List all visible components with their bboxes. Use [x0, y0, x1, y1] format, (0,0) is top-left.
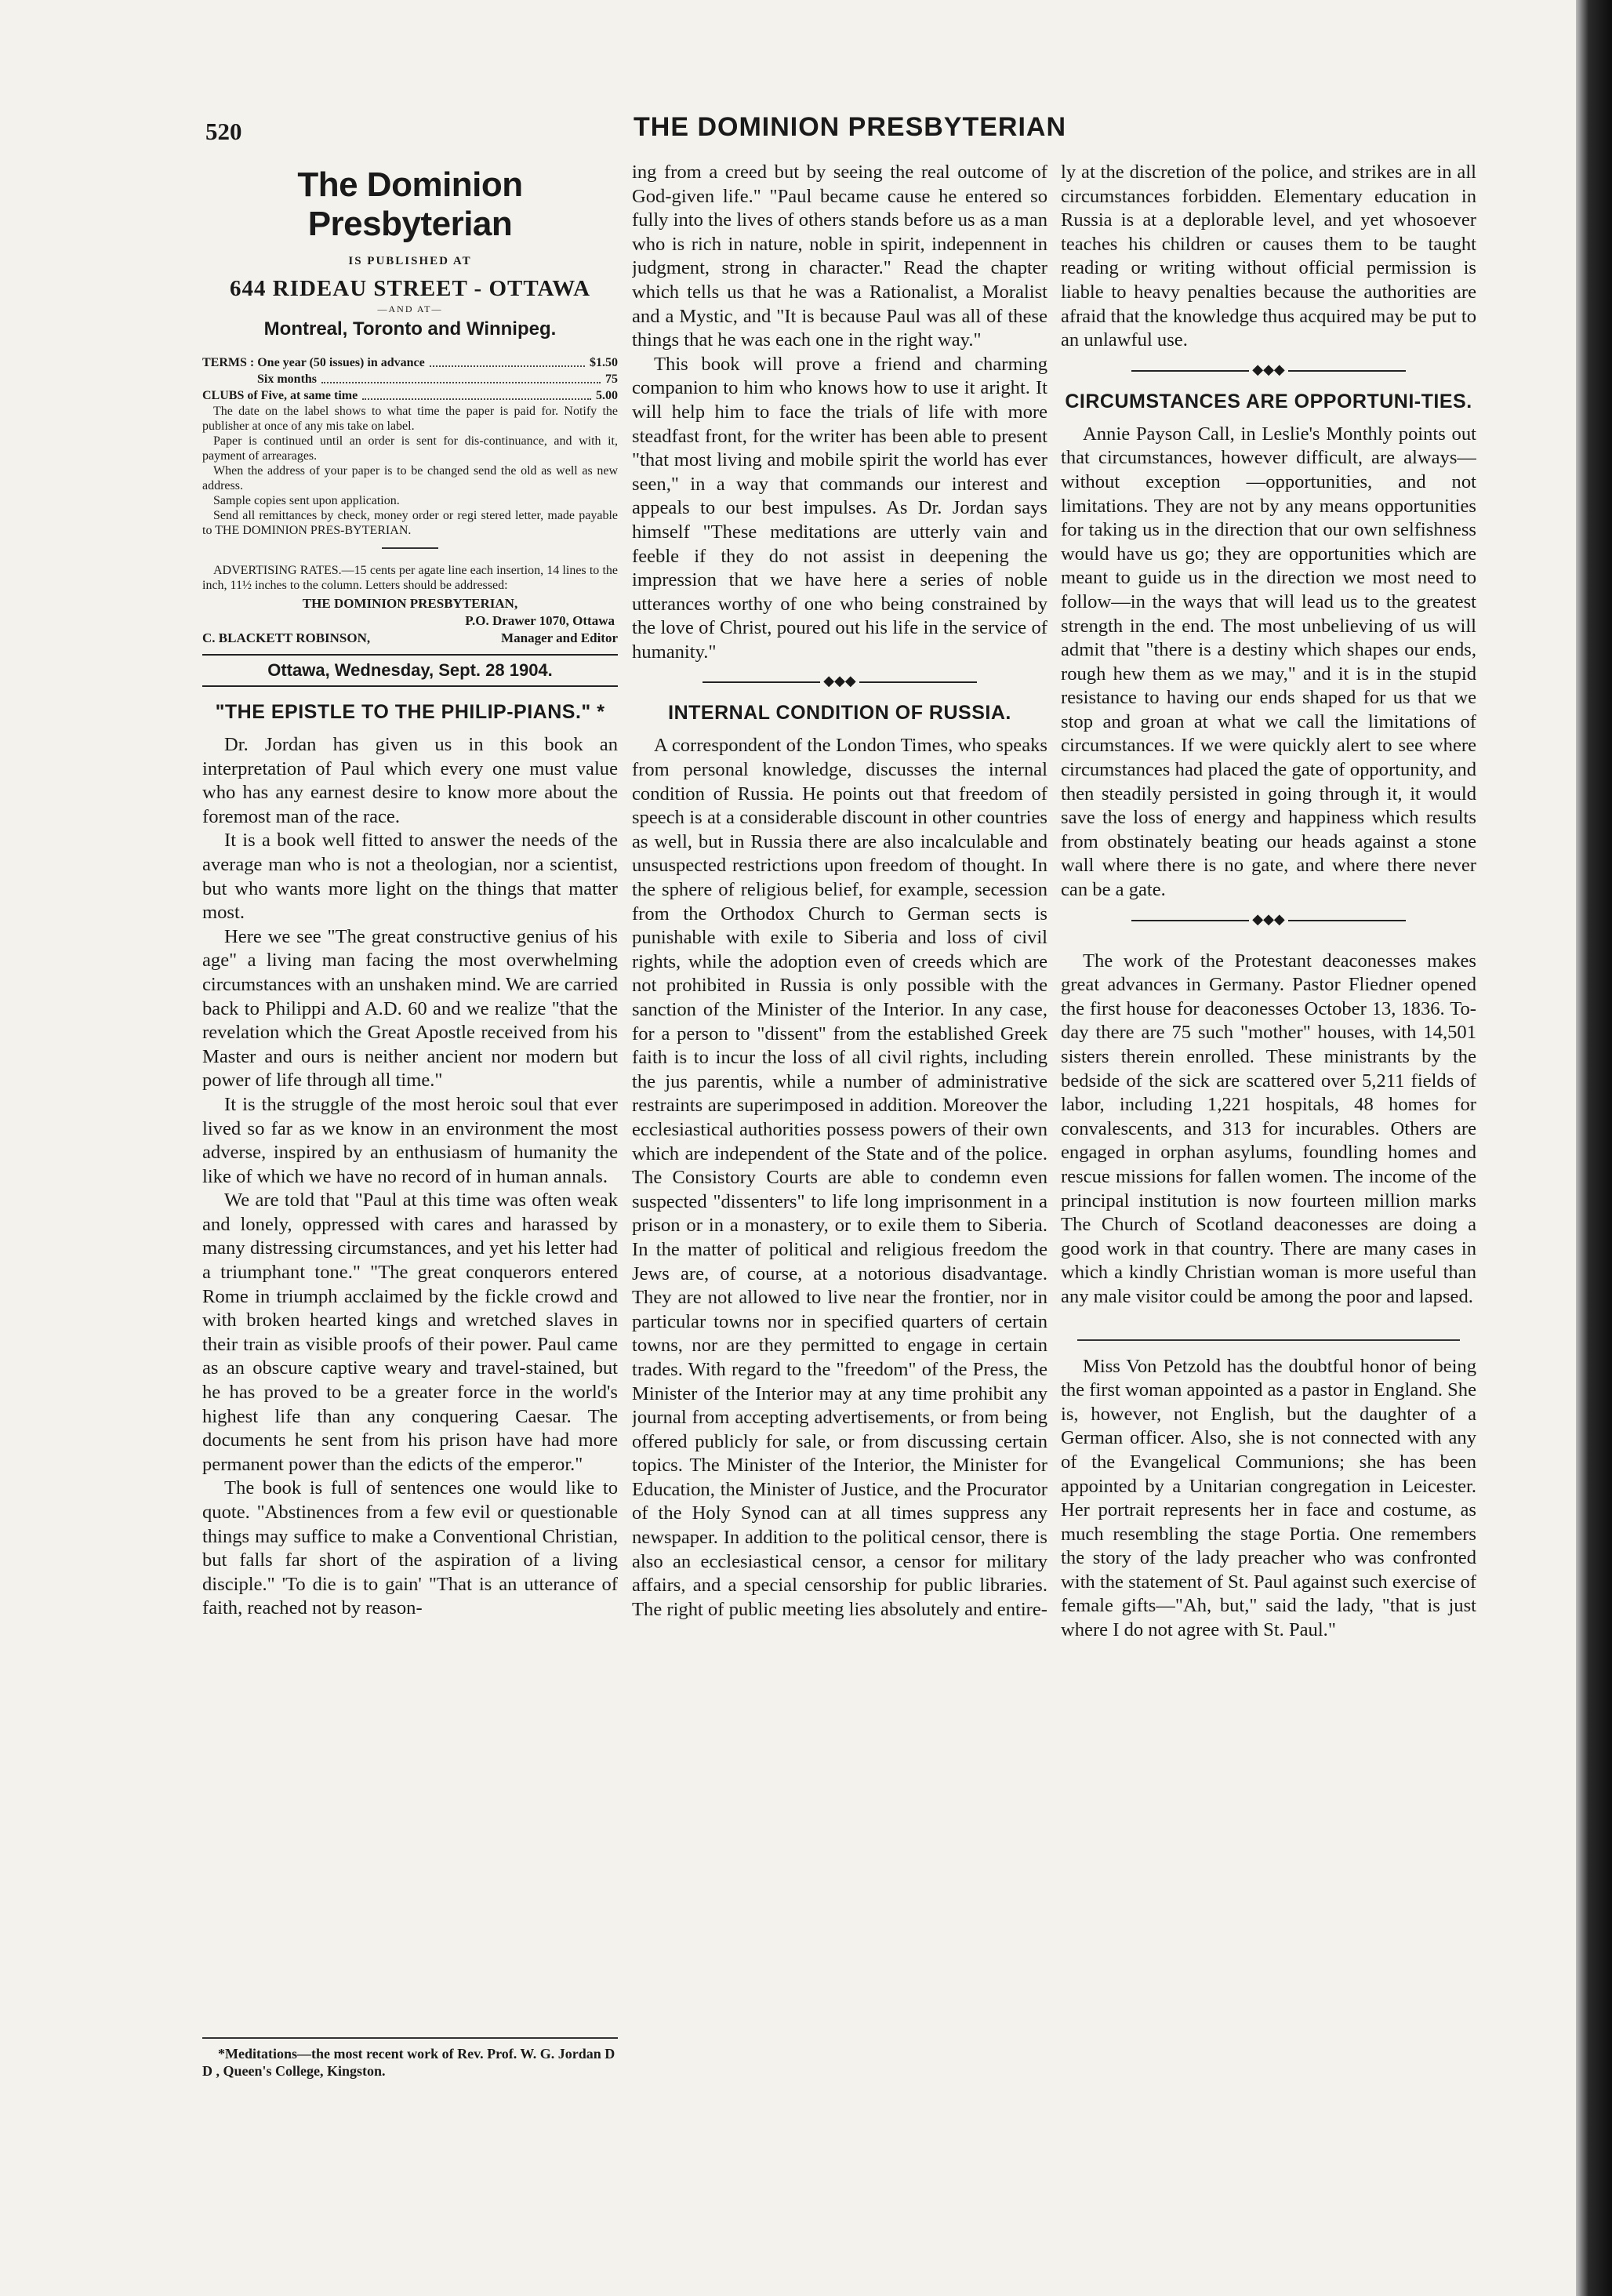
article-heading: CIRCUMSTANCES ARE OPPORTUNI-TIES. — [1065, 390, 1472, 412]
ornamental-rule: ◆◆◆ — [1061, 912, 1476, 926]
ornamental-rule: ◆◆◆ — [1061, 362, 1476, 376]
terms-row — [202, 371, 618, 387]
ornamental-rule: ◆◆◆ — [632, 674, 1047, 688]
masthead-address: 644 RIDEAU STREET - OTTAWA — [229, 276, 591, 301]
article-paragraph: This book will prove a friend and charming companion to him who knows how to use it aright. It will help him to face the trials of life with more steadfast front, for the writer has been able to present "that most living and mobile spirit the world has ever seen," in a way that commands our interest and appeals to our best impulses. As Dr. Jordan says himself "These meditations are utterly vain and feeble if they do not assist in deepening the impression that we have here a series of noble utterances worthy of one who being constrained by the love of Christ, poured out his life in the service of humanity." — [632, 353, 1047, 663]
leader-dots — [362, 387, 591, 400]
article-paragraph: A correspondent of the London Times, who speaks from personal knowledge, discusses the internal condition of Russia. He points out that freedom of speech is at a considerable discount in other countries as well, but in Russia there are also incalculable and unsuspected restrictions upon freedom of thought. In the sphere of religious belief, for example, secession from the Orthodox Church to German sects is punishable with exile to Siberia and loss of civil rights, while the adoption even of creeds which are not prohibited in Russia is only possible with the sanction of the Minister of the Interior. In any case, for a person to "dissent" from the established Greek faith is to incur the loss of all civil rights, including the jus parentis, while a number of administrative restraints are superimposed in addition. Moreover the ecclesiastical authorities possess powers of their own which are independent of the State and of the police. The Consistory Courts are able to condemn even suspected "dissenters" to life long imprisonment in a prison or in a monastery, or to exile them to Siberia. In the matter of political and religious freedom the Jews are, of course, at a notorious disadvantage. They are not allowed to live near the frontier, nor in particular towns nor in specified quarters of certain towns, nor are they permitted to engage in certain trades. With regard to the "freedom" of the Press, the Minister of the Interior may at any time prohibit any journal from accepting advertisements, or from being offered publicly for sale, or from discussing certain topics. The Minister of the Interior, the Minister for Education, the Minister of Justice, and the Procurator of the Holy Synod can at all times suppress any newspaper. In addition to the political censor, there is also an ecclesiastical censor, a censor for military affairs, and a special censorship for public libraries. The right of public meeting lies absolutely and entire- — [632, 735, 1047, 1620]
terms-row — [202, 354, 618, 371]
leader-dots — [430, 354, 585, 367]
article-paragraph: ing from a creed but by seeing the real outcome of God-given life." "Paul became cause he entered so fully into the lives of others stands before us as a man who is rich in nature, noble in spirit, indepennent in judgment, strong in character." Read the chapter which tells us that he was a Rationalist, a Moralist and a Mystic, and "It is because Paul was all of these things that he was each one in the right way." — [632, 162, 1047, 351]
article-paragraph: ly at the discretion of the police, and strikes are in all circumstances forbidden. Elementary education in Russia is at a deplorable level, and yet whosoever teaches his children or causes them to be taught reading or writing without official permission is liable to heavy penalties because the authorities are afraid that the knowledge thus acquired may be put to an unlawful use. — [1061, 162, 1476, 351]
subscription-notice: Sample copies sent upon application. — [213, 494, 400, 507]
running-head: THE DOMINION PRESBYTERIAN — [634, 112, 1067, 142]
page-edge-shadow — [1576, 0, 1612, 2296]
masthead-title: The Dominion Presbyterian — [297, 165, 523, 243]
manager-line — [202, 630, 618, 646]
subscription-notice: The date on the label shows to what time the paper is paid for. Notify the publisher at once of any mis take on label. — [202, 405, 618, 433]
article-paragraph: Annie Payson Call, in Leslie's Monthly points out that circumstances, however difficult, are always—without exception —opportunities, and not limitations. They are not by any means opportunities for taking us in the direction that our own selfishness would have us go; they are opportunities which are meant to guide us in the direction we most need to follow—in the ways that will lead us to the greatest strength in the end. The most unbelieving of us will admit that "there is a destiny which shapes our ends, rough hew them as we may," and it is in the stupid resistance to having our ends shaped for us that we stop and groan at what we call the limitations of circumstances. If we were quickly alert to see where circumstances had placed the gate of opportunity, and then steadily persisted in going through it, it would save the loss of energy and happiness which results from obstinately beating our heads against a stone wall where there is no gate, and where there never can be a gate. — [1061, 423, 1476, 901]
advertising-rates: ADVERTISING RATES.—15 cents per agate line each insertion, 14 lines to the inch, 11½ inches to the column. Letters should be addressed: — [202, 564, 618, 592]
terms-price: 5.00 — [596, 389, 618, 402]
article-paragraph: Dr. Jordan has given us in this book an interpretation of Paul which every one must value who has any earnest desire to know more about the foremost man of the race. — [202, 734, 618, 827]
masthead-published-at: IS PUBLISHED AT — [348, 255, 472, 267]
article-paragraph: Here we see "The great constructive genius of his age" a living man facing the most overwhelming circumstances with an unshaken mind. We are carried back to Philippi and A.D. 60 and we realize "that the revelation which the Great Apostle received from his Master and ours is neither ancient nor modern but power of life through all time." — [202, 925, 618, 1092]
manager-title: Manager and Editor — [501, 630, 618, 645]
column-1 — [202, 161, 618, 2082]
article-paragraph: We are told that "Paul at this time was often weak and lonely, oppressed with cares and harassed by many distressing circumstances, and yet his letter had a triumphant tone." "The great conquerors entered Rome in triumph acclaimed by the fickle crowd and with broken hearted kings and wretched slaves in their train as visible proofs of their power. Paul came as an obscure captive weary and travel-stained, but he has proved to be a greater force in the world's highest life than any conquering Caesar. The documents he sent from his prison have had more permanent power than the edicts of the emperor." — [202, 1190, 618, 1475]
terms-price: $1.50 — [590, 356, 618, 369]
column-2 — [632, 161, 1047, 2152]
terms-price: 75 — [605, 372, 618, 386]
terms-label: Six months — [257, 372, 318, 386]
footnote: *Meditations—the most recent work of Rev. Prof. W. G. Jordan D D , Queen's College, Kingston. — [202, 2037, 618, 2080]
mailing-box: P.O. Drawer 1070, Ottawa — [465, 613, 615, 628]
dateline: Ottawa, Wednesday, Sept. 28 1904. — [202, 654, 618, 687]
manager-name: C. BLACKETT ROBINSON, — [202, 630, 371, 645]
subscription-notice: Paper is continued until an order is sent for dis-continuance, and with it, payment of arrearages. — [202, 434, 618, 463]
separator-rule — [1077, 1339, 1460, 1341]
subscription-notice: When the address of your paper is to be changed send the old as well as new address. — [202, 464, 618, 492]
article-heading: "THE EPISTLE TO THE PHILIP-PIANS." * — [215, 701, 605, 723]
article-paragraph: It is a book well fitted to answer the needs of the average man who is not a theologian, nor a scientist, but who wants more light on the things that matter most. — [202, 830, 618, 924]
mailing-name: THE DOMINION PRESBYTERIAN, — [302, 596, 518, 611]
subscription-notice: Send all remittances by check, money order or regi stered letter, made payable to THE DOMINION PRES-BYTERIAN. — [202, 509, 618, 537]
article-heading: INTERNAL CONDITION OF RUSSIA. — [668, 702, 1011, 725]
short-rule — [382, 547, 438, 549]
terms-row — [202, 387, 618, 404]
leader-dots — [321, 371, 601, 383]
masthead-cities: Montreal, Toronto and Winnipeg. — [263, 318, 557, 340]
column-3 — [1061, 161, 1476, 2152]
article-paragraph: The book is full of sentences one would like to quote. "Abstinences from a few evil or questionable things may suffice to make a Conventional Christian, but falls far short of the aspiration of a living disciple." 'To die is to gain' "That is an utterance of faith, reached not by reason- — [202, 1477, 618, 1619]
article-paragraph: Miss Von Petzold has the doubtful honor of being the first woman appointed as a pastor in England. She is, however, not English, but the daughter of a German officer. Also, she is not connected with any of the Evangelical Communions; she has been appointed by a Unitarian congregation in Leicester. Her portrait represents her in face and costume, as much resembling the stage Portia. One remembers the story of the lady preacher who was confronted with the statement of St. Paul against such exercise of female gifts—"Ah, but," said the lady, "that is just where I do not agree with St. Paul." — [1061, 1355, 1476, 1641]
article-paragraph: The work of the Protestant deaconesses makes great advances in Germany. Pastor Fliedner opened the first house for deaconesses October 13, 1836. To-day there are 75 such "mother" houses, with 14,501 sisters therein enrolled. These ministrants by the bedside of the sick are scattered over 5,211 fields of labor, including 1,221 hospitals, 48 homes for convalescents, and 313 for incurables. Others are engaged in orphan asylums, foundling homes and rescue missions for fallen women. The income of the principal institution is now fourteen million marks The Church of Scotland deaconesses are doing a good work in that country. There are many cases in which a kindly Christian woman is more useful than any male visitor could be among the poor and lapsed. — [1061, 950, 1476, 1307]
masthead-and-at: —AND AT— — [377, 303, 443, 314]
page-number: 520 — [205, 118, 242, 145]
article-paragraph: It is the struggle of the most heroic soul that ever lived so far as we know in an environment the most adverse, inspired by an enthusiasm of humanity the like of which we have no record of in human annals. — [202, 1093, 618, 1187]
terms-label: TERMS : One year (50 issues) in advance — [202, 356, 425, 369]
terms-label: CLUBS of Five, at same time — [202, 389, 358, 402]
